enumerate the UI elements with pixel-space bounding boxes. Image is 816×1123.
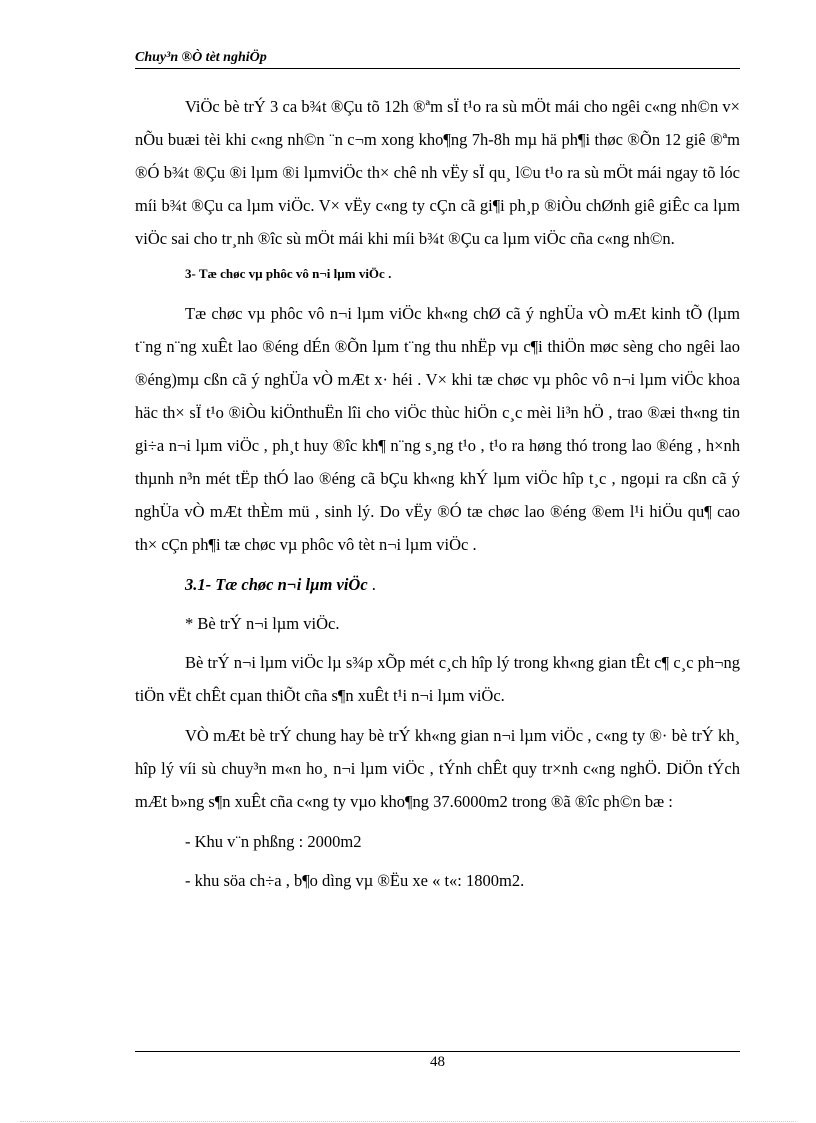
paragraph-shift-schedule: ViÖc bè trÝ 3 ca b¾t ®Çu tõ 12h ®ªm sÏ t¹o ra sù mÖt mái cho ngêi c«ng nh©n v× nÕu buæi tèi khi c«ng nh©n ¨n c¬m xong kho¶ng 7h-8h mµ hä ph¶i thøc ®Õn 12 giê ®ªm ®Ó b¾t ®Çu ®i lµm ®i lµmviÖc th× chê nh vËy sÏ qu¸ l©u t¹o ra sù mÖt mái ngay tõ lóc míi b¾t ®Çu ca lµm viÖc. V× vËy c«ng ty cÇn cã gi¶i ph¸p ®iÒu chØnh giê giÊc ca lµm viÖc sai cho tr¸nh ®îc sù mÖt mái khi míi b¾t ®Çu ca lµm viÖc cña c«ng nh©n. xyxy=(135,97,740,248)
page-number: 48 xyxy=(430,1054,445,1070)
header-divider xyxy=(135,68,740,69)
section-heading-3: 3- Tæ chøc vµ phôc vô n¬i lµm viÖc . xyxy=(185,266,392,281)
paragraph-workplace-organization: Tæ chøc vµ phôc vô n¬i lµm viÖc kh«ng chØ cã ý nghÜa vÒ mÆt kinh tÕ (lµm t¨ng n¨ng xuÊt lao ®éng dÉn ®Õn lµm t¨ng thu nhËp vµ c¶i thiÖn møc sèng cho ngêi lao ®éng)mµ cßn cã ý nghÜa vÒ mÆt x· héi . V× khi tæ chøc vµ phôc vô n¬i lµm viÖc khoa häc th× sÏ t¹o ®iÒu kiÖnthuËn lîi cho viÖc thùc hiÖn c¸c mèi li³n hÖ , trao ®æi th«ng tin gi÷a n¬i lµm viÖc , ph¸t huy ®îc kh¶ n¨ng s¸ng t¹o , t¹o ra høng thó trong lao ®éng , h×nh thµnh n³n mét tËp thÓ lao ®éng cã bÇu kh«ng khÝ lµm viÖc hîp t¸c , ngoµi ra cßn cã ý nghÜa vÒ mÆt thÈm mü , sinh lý. Do vËy ®Ó tæ chøc lao ®éng ®em l¹i hiÖu qu¶ cao th× cÇn ph¶i tæ chøc vµ phôc vô tèt n¬i lµm viÖc . xyxy=(135,304,740,554)
page-header: Chuy³n ®Ò tèt nghiÖp xyxy=(135,50,267,65)
paragraph-space-allocation: VÒ mÆt bè trÝ chung hay bè trÝ kh«ng gian n¬i lµm viÖc , c«ng ty ®· bè trÝ kh¸ hîp lý víi sù chuy³n m«n ho¸ n¬i lµm viÖc , tÝnh chÊt quy tr×nh c«ng nghÖ. DiÖn tÝch mÆt b»ng s¶n xuÊt cña c«ng ty vµo kho¶ng 37.6000m2 trong ®ã ®îc ph©n bæ : xyxy=(135,726,740,811)
page-body xyxy=(135,90,740,903)
subsection-heading-3-1 xyxy=(185,568,740,601)
paragraph-layout-definition: Bè trÝ n¬i lµm viÖc lµ s¾p xÕp mét c¸ch hîp lý trong kh«ng gian tÊt c¶ c¸c ph¬ng tiÖn vËt chÊt cµan thiÕt cña s¶n xuÊt t¹i n¬i lµm viÖc. xyxy=(135,653,740,705)
footer-divider xyxy=(135,1051,740,1052)
page-bottom-dotted-line xyxy=(20,1121,796,1122)
subsection-heading-3-1-text: 3.1- Tæ chøc n¬i lµm viÖc xyxy=(185,575,368,594)
bullet-workplace-layout: * Bè trÝ n¬i lµm viÖc. xyxy=(185,614,340,633)
subsection-heading-3-1-dot: . xyxy=(367,575,376,594)
list-item-office-area: - Khu v¨n phßng : 2000m2 xyxy=(185,832,362,851)
list-item-repair-area: - khu söa ch÷a , b¶o dìng vµ ®Ëu xe « t«: 1800m2. xyxy=(185,871,525,890)
